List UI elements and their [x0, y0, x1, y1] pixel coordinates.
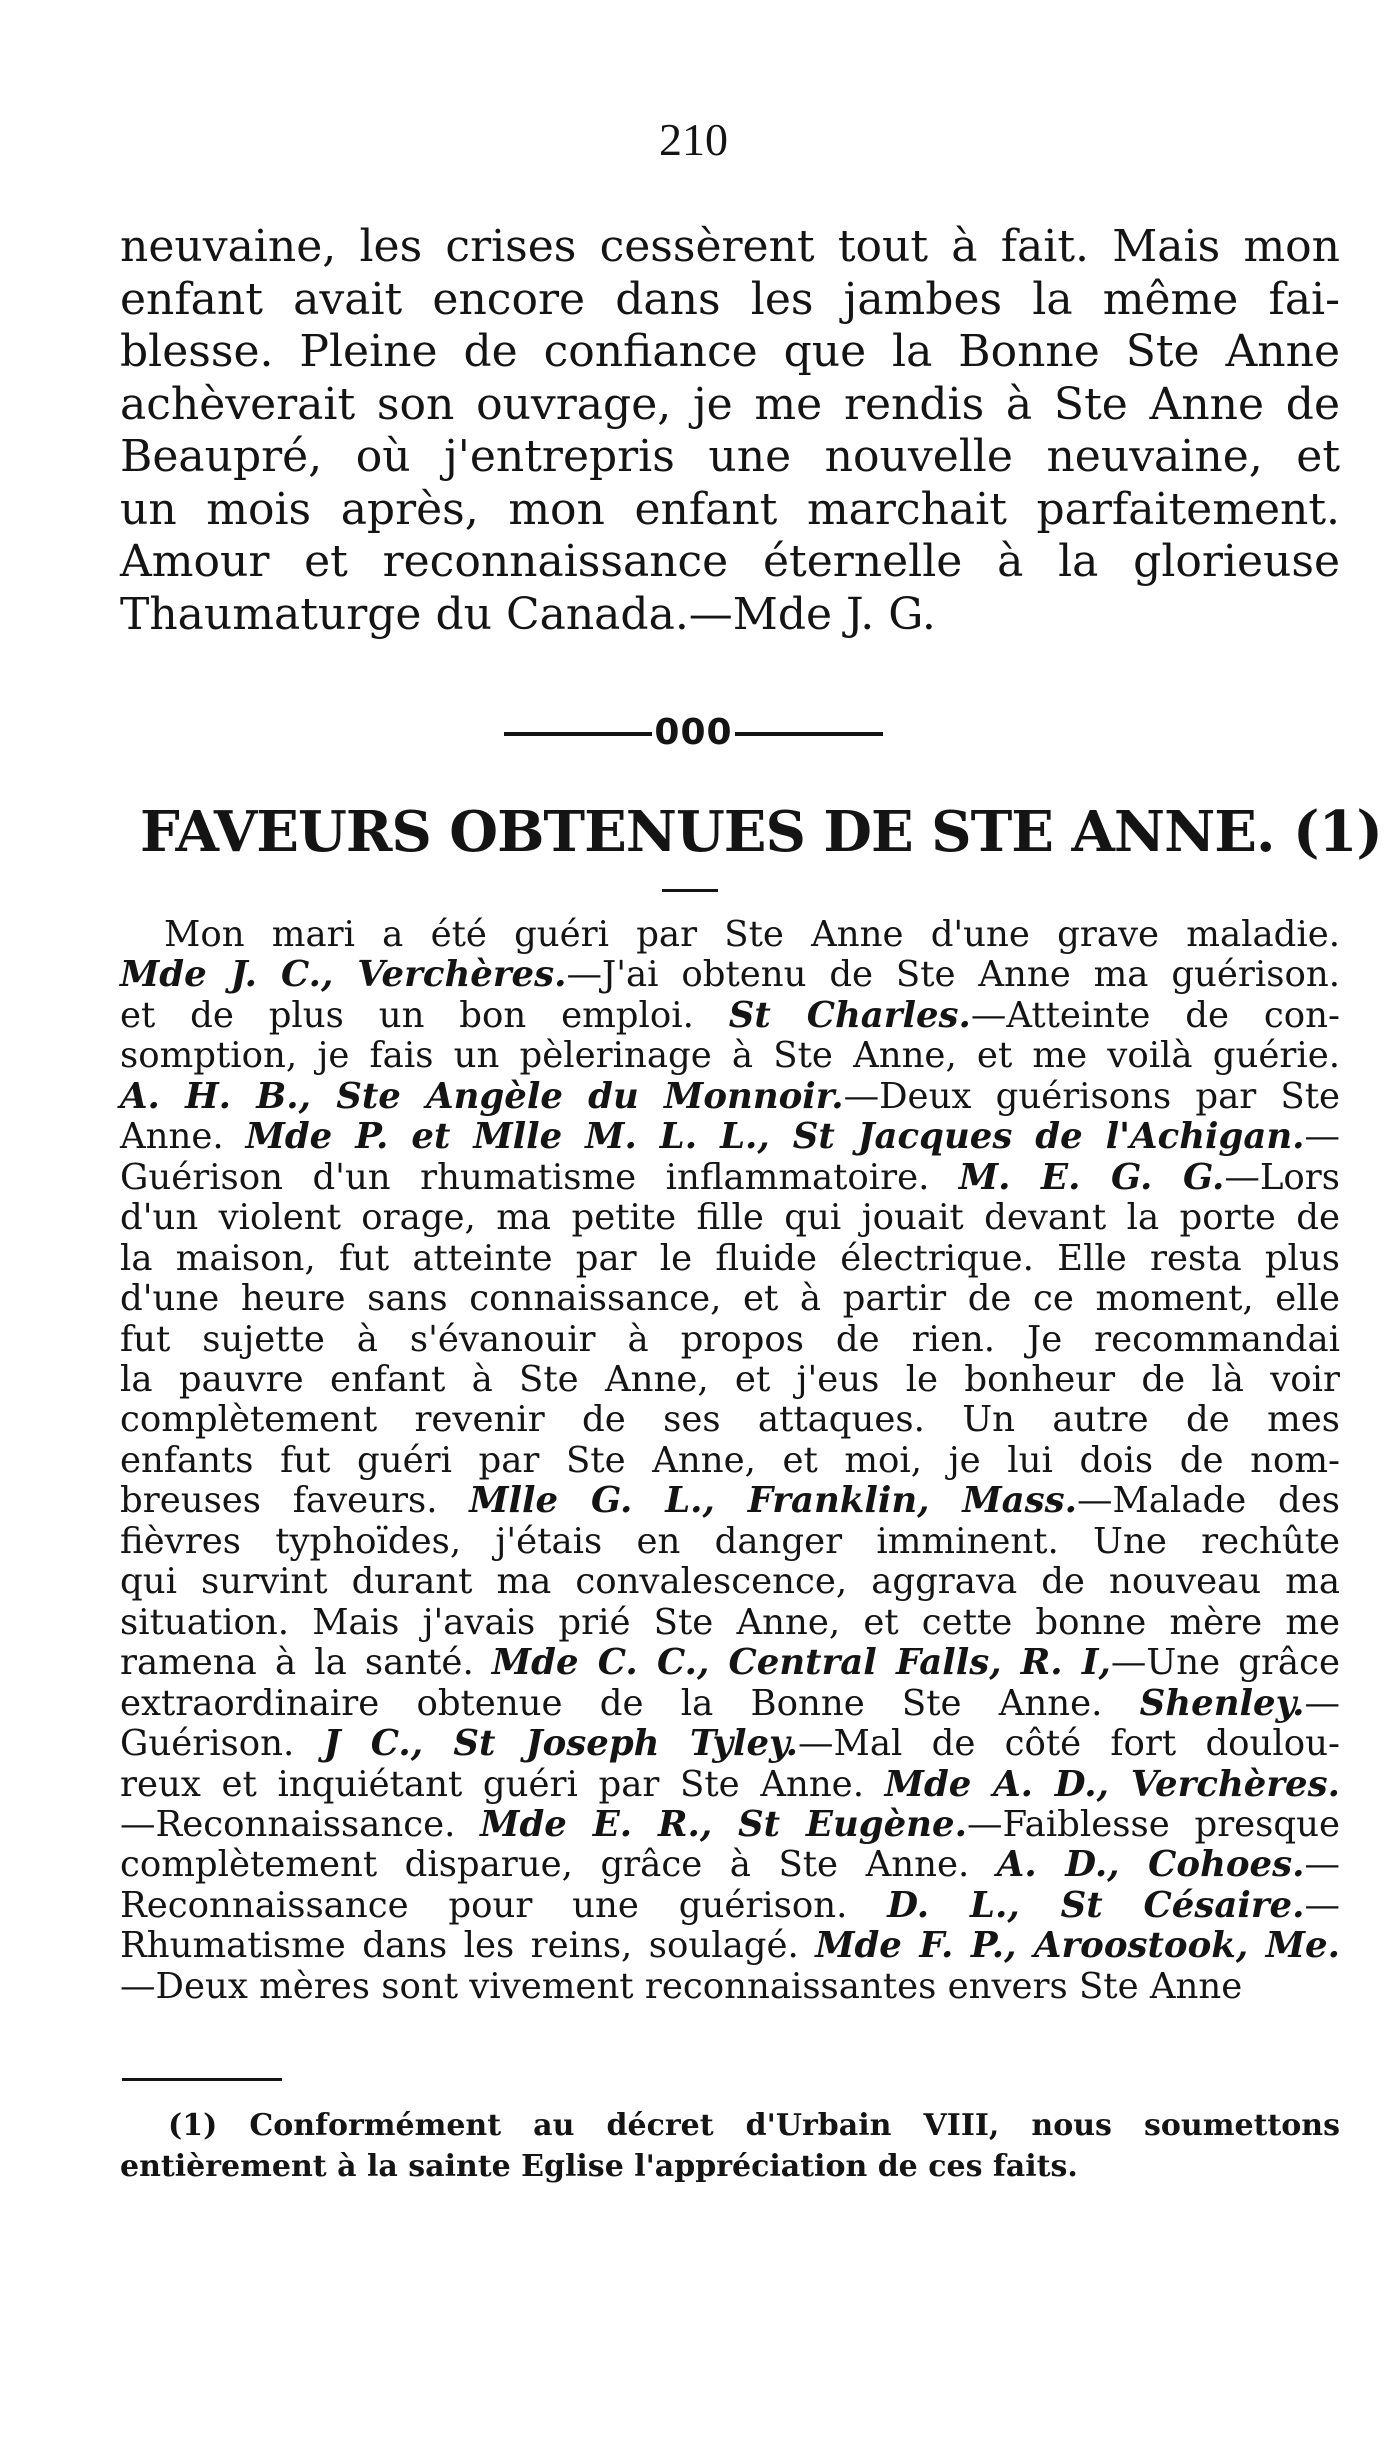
footnote — [120, 2105, 1340, 2187]
text-line — [120, 1320, 1340, 1360]
testimonial-text: — — [1304, 1682, 1340, 1724]
text-line: Thaumaturge du Canada.—Mde J. G. — [120, 588, 936, 640]
text-line: neuvaine, les crises cessèrent tout à fait. Mais mon — [120, 221, 1340, 272]
intro-paragraph — [120, 221, 1340, 641]
text-line: enfant avait encore dans les jambes la même fai- — [120, 273, 1340, 325]
footnote-rule — [122, 2078, 282, 2081]
testimonial-source: Mde P. et Mlle M. L. L., St Jacques de l'Achigan. — [245, 1116, 1305, 1158]
text-line — [120, 1077, 1340, 1117]
section-divider — [0, 712, 1387, 753]
testimonial-text: enfants fut guéri par Ste Anne, et moi, je lui dois de nom- — [120, 1439, 1340, 1481]
testimonial-text: extraordinaire obtenue de la Bonne Ste Anne. — [120, 1682, 1140, 1724]
testimonial-source: Mde F. P., Aroostook, Me. — [815, 1925, 1340, 1967]
text-line — [120, 1886, 1340, 1926]
testimonial-text: d'un violent orage, ma petite fille qui jouait devant la porte de — [120, 1197, 1340, 1239]
text-line — [120, 915, 1340, 955]
testimonial-text: fièvres typhoïdes, j'étais en danger imminent. Une rechûte — [120, 1520, 1340, 1562]
testimonial-text: d'une heure sans connaissance, et à partir de ce moment, elle — [120, 1278, 1340, 1320]
testimonial-text: — — [1304, 1884, 1340, 1926]
testimonial-text: la maison, fut atteinte par le fluide électrique. Elle resta plus — [120, 1237, 1340, 1279]
testimonial-source: Mde A. D., Verchères. — [884, 1763, 1340, 1805]
testimonial-text: —J'ai obtenu de Ste Anne ma guérison. — [566, 954, 1340, 996]
text-line: Beaupré, où j'entrepris une nouvelle neuvaine, et — [120, 431, 1340, 482]
text-line — [120, 1967, 1340, 2007]
testimonial-source: Mde E. R., St Eugène. — [480, 1803, 967, 1845]
text-line — [120, 1562, 1340, 1602]
testimonial-source: D. L., St Césaire. — [887, 1884, 1305, 1926]
testimonial-text: — — [1304, 1116, 1340, 1158]
text-line — [120, 1239, 1340, 1279]
divider-dash-left — [504, 732, 652, 736]
testimonial-source: A. D., Cohoes. — [996, 1844, 1305, 1886]
testimonial-source: Mde C. C., Central Falls, R. I, — [491, 1642, 1111, 1684]
text-line — [120, 1765, 1340, 1805]
testimonial-text: —Une grâce — [1110, 1642, 1340, 1684]
text-line — [120, 1198, 1340, 1238]
text-line — [120, 996, 1340, 1036]
testimonial-text: ramena à la santé. — [120, 1642, 492, 1684]
testimonial-text: complètement revenir de ses attaques. Un autre de mes — [120, 1399, 1340, 1441]
text-line: achèverait son ouvrage, je me rendis à Ste Anne de — [120, 378, 1340, 430]
testimonial-text: Rhumatisme dans les reins, soulagé. — [120, 1925, 816, 1967]
testimonial-text: —Deux guérisons par Ste — [843, 1075, 1340, 1117]
testimonial-source: St Charles. — [728, 994, 971, 1036]
title-rule — [662, 889, 718, 892]
testimonials-paragraph — [120, 915, 1340, 2007]
divider-dash-right — [735, 732, 883, 736]
testimonial-text: —Mal de côté fort doulou- — [797, 1723, 1340, 1765]
testimonial-source: Mlle G. L., Franklin, Mass. — [469, 1480, 1078, 1522]
testimonial-source: A. H. B., Ste Angèle du Monnoir. — [120, 1075, 844, 1117]
testimonial-source: M. E. G. G. — [958, 1156, 1225, 1198]
testimonial-text: —Lors — [1224, 1156, 1340, 1198]
testimonial-text: breuses faveurs. — [120, 1480, 470, 1522]
text-line — [120, 1279, 1340, 1319]
text-line — [120, 1926, 1340, 1966]
text-line — [120, 1360, 1340, 1400]
text-line — [120, 1441, 1340, 1481]
text-line: blesse. Pleine de confiance que la Bonne Ste Anne — [120, 326, 1340, 377]
testimonial-text: et de plus un bon emploi. — [120, 994, 729, 1036]
text-line — [120, 1684, 1340, 1724]
text-line — [120, 1036, 1340, 1076]
testimonial-text: reux et inquiétant guéri par Ste Anne. — [120, 1763, 885, 1805]
text-line — [120, 1805, 1340, 1845]
testimonial-text: — — [1304, 1844, 1340, 1886]
text-line: un mois après, mon enfant marchait parfaitement. — [120, 483, 1340, 535]
testimonial-text: la pauvre enfant à Ste Anne, et j'eus le bonheur de là voir — [120, 1358, 1340, 1400]
testimonial-text: —Malade des — [1077, 1480, 1340, 1522]
footnote-line: (1) Conformément au décret d'Urbain VIII, nous soumettons — [168, 2108, 1340, 2143]
testimonial-text: qui survint durant ma convalescence, aggrava de nouveau ma — [120, 1561, 1340, 1603]
testimonial-text: situation. Mais j'avais prié Ste Anne, et cette bonne mère me — [120, 1601, 1340, 1643]
text-line — [120, 1845, 1340, 1885]
text-line — [120, 1603, 1340, 1643]
testimonial-text: Guérison. — [120, 1723, 324, 1765]
testimonial-text: Mon mari a été guéri par Ste Anne d'une grave maladie. — [164, 914, 1340, 955]
divider-mark: 000 — [654, 712, 733, 753]
testimonial-text: somption, je fais un pèlerinage à Ste Anne, et me voilà guérie. — [120, 1035, 1340, 1077]
text-line — [120, 955, 1340, 995]
testimonial-text: fut sujette à s'évanouir à propos de rien. Je recommandai — [120, 1318, 1340, 1360]
text-line — [120, 1724, 1340, 1764]
testimonial-source: J C., St Joseph Tyley. — [323, 1723, 798, 1765]
testimonial-text: —Atteinte de con- — [970, 994, 1340, 1036]
testimonial-text: —Deux mères sont vivement reconnaissantes envers Ste Anne — [120, 1965, 1243, 2007]
testimonial-text: —Reconnaissance. — [120, 1803, 481, 1845]
testimonial-text: complètement disparue, grâce à Ste Anne. — [120, 1844, 997, 1886]
testimonial-text: Anne. — [120, 1116, 246, 1158]
page-number: 210 — [659, 114, 728, 165]
footnote-line: entièrement à la sainte Eglise l'appréciation de ces faits. — [120, 2149, 1078, 2184]
testimonial-source: Shenley. — [1139, 1682, 1305, 1724]
text-line — [120, 1643, 1340, 1683]
text-line — [120, 1158, 1340, 1198]
text-line: Amour et reconnaissance éternelle à la glorieuse — [120, 536, 1340, 587]
text-line — [120, 1522, 1340, 1562]
testimonial-text: —Faiblesse presque — [966, 1803, 1340, 1845]
text-line — [120, 1400, 1340, 1440]
text-line — [120, 1481, 1340, 1521]
testimonial-text: Guérison d'un rhumatisme inflammatoire. — [120, 1156, 959, 1198]
section-title: FAVEURS OBTENUES DE STE ANNE. (1) — [140, 799, 1382, 865]
text-line — [120, 1117, 1340, 1157]
testimonial-source: Mde J. C., Verchères. — [120, 954, 567, 996]
testimonial-text: Reconnaissance pour une guérison. — [120, 1884, 888, 1926]
